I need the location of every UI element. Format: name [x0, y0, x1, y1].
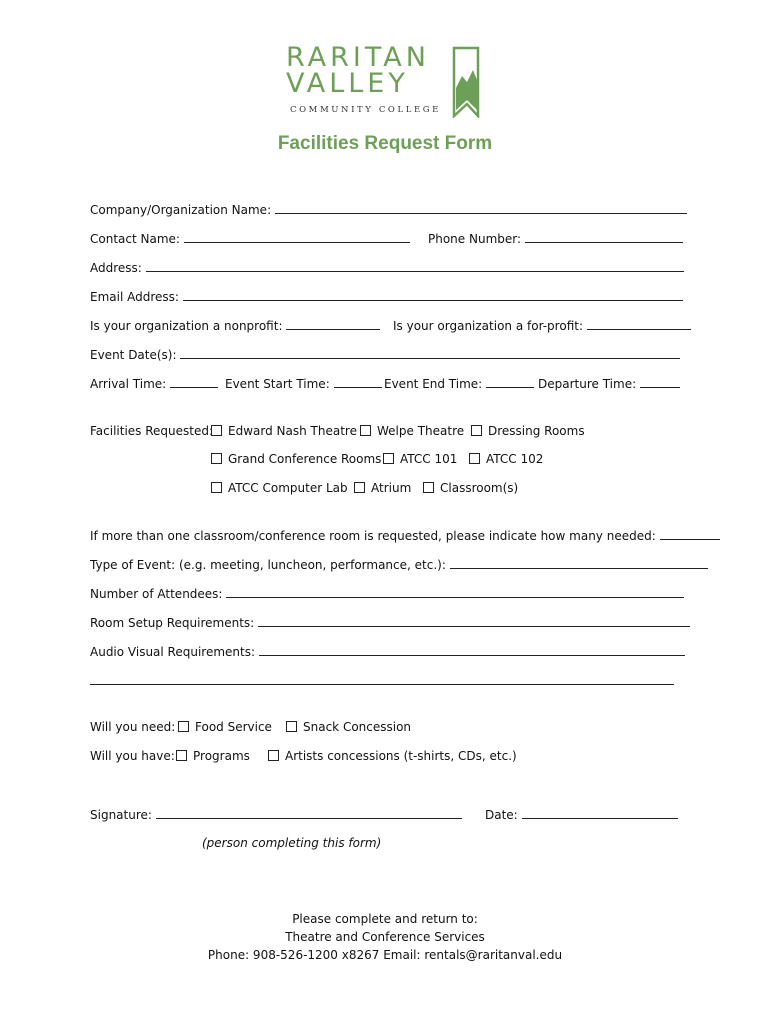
event-start-field[interactable] — [334, 375, 382, 388]
facility-label: Grand Conference Rooms — [228, 452, 382, 466]
event-end-field[interactable] — [486, 375, 534, 388]
facility-label: ATCC Computer Lab — [228, 481, 348, 495]
nonprofit-label: Is your organization a nonprofit: — [90, 319, 283, 333]
checkbox-icon[interactable] — [211, 482, 222, 493]
facility-label: Atrium — [371, 481, 412, 495]
logo-text-raritan: RARITAN — [286, 42, 430, 73]
room-setup-row — [90, 614, 690, 631]
facility-option-grand-conference[interactable] — [211, 451, 381, 467]
event-type-field[interactable] — [450, 556, 708, 569]
logo-text-valley: VALLEY — [286, 68, 409, 99]
need-option-label: Snack Concession — [303, 720, 412, 734]
av-label: Audio Visual Requirements: — [90, 645, 256, 659]
college-logo — [286, 44, 486, 120]
checkbox-icon[interactable] — [211, 453, 222, 464]
have-option-label: Programs — [193, 749, 250, 763]
signature-label: Signature: — [90, 808, 152, 822]
facility-label: ATCC 102 — [486, 452, 544, 466]
event-type-row — [90, 556, 708, 573]
attendees-label: Number of Attendees: — [90, 587, 223, 601]
logo-emblem-icon — [452, 46, 482, 118]
event-end-row — [384, 375, 534, 392]
forprofit-label: Is your organization a for-profit: — [393, 319, 583, 333]
facility-option-atrium[interactable] — [354, 480, 411, 496]
need-label: Will you need: — [90, 720, 176, 734]
contact-row — [90, 230, 410, 247]
room-setup-label: Room Setup Requirements: — [90, 616, 255, 630]
phone-row — [428, 230, 683, 247]
av-extra-field[interactable] — [90, 672, 674, 685]
date-label: Date: — [485, 808, 518, 822]
facility-option-computer-lab[interactable] — [211, 480, 348, 496]
have-option-programs[interactable] — [176, 748, 250, 764]
event-dates-field[interactable] — [180, 346, 680, 359]
checkbox-icon[interactable] — [178, 721, 189, 732]
departure-field[interactable] — [640, 375, 680, 388]
company-label: Company/Organization Name: — [90, 203, 272, 217]
company-row — [90, 201, 687, 218]
attendees-row — [90, 585, 684, 602]
room-setup-field[interactable] — [258, 614, 690, 627]
phone-field[interactable] — [525, 230, 683, 243]
event-type-label: Type of Event: (e.g. meeting, luncheon, performance, etc.): — [90, 558, 446, 572]
facility-option-dressing-rooms[interactable] — [471, 423, 585, 439]
need-option-food-service[interactable] — [178, 719, 272, 735]
address-field[interactable] — [146, 259, 684, 272]
checkbox-icon[interactable] — [383, 453, 394, 464]
address-row — [90, 259, 684, 276]
facility-option-atcc-101[interactable] — [383, 451, 457, 467]
signature-note: (person completing this form) — [202, 836, 382, 850]
attendees-field[interactable] — [226, 585, 684, 598]
checkbox-icon[interactable] — [360, 425, 371, 436]
facility-label: Classroom(s) — [440, 481, 519, 495]
date-row — [485, 806, 678, 823]
forprofit-field[interactable] — [587, 317, 691, 330]
facility-option-atcc-102[interactable] — [469, 451, 543, 467]
av-extra-row — [90, 672, 674, 689]
departure-label: Departure Time: — [538, 377, 637, 391]
checkbox-icon[interactable] — [471, 425, 482, 436]
checkbox-icon[interactable] — [423, 482, 434, 493]
rooms-count-row — [90, 527, 720, 544]
form-title: Facilities Request Form — [277, 133, 493, 154]
event-start-label: Event Start Time: — [225, 377, 330, 391]
event-dates-label: Event Date(s): — [90, 348, 177, 362]
rooms-count-label: If more than one classroom/conference room is requested, please indicate how many needed: — [90, 529, 656, 543]
checkbox-icon[interactable] — [211, 425, 222, 436]
footer-return-instruction: Please complete and return to: — [292, 912, 478, 926]
facility-option-classrooms[interactable] — [423, 480, 518, 496]
email-row — [90, 288, 683, 305]
have-label: Will you have: — [90, 749, 175, 763]
facility-option-welpe-theatre[interactable] — [360, 423, 464, 439]
signature-field[interactable] — [156, 806, 462, 819]
phone-label: Phone Number: — [428, 232, 522, 246]
checkbox-icon[interactable] — [268, 750, 279, 761]
nonprofit-field[interactable] — [286, 317, 380, 330]
facility-label: Welpe Theatre — [377, 424, 465, 438]
av-row — [90, 643, 685, 660]
footer-department: Theatre and Conference Services — [285, 930, 485, 944]
arrival-label: Arrival Time: — [90, 377, 167, 391]
checkbox-icon[interactable] — [354, 482, 365, 493]
need-option-snack-concession[interactable] — [286, 719, 411, 735]
facility-label: Edward Nash Theatre — [228, 424, 357, 438]
checkbox-icon[interactable] — [469, 453, 480, 464]
signature-row — [90, 806, 462, 823]
rooms-count-field[interactable] — [660, 527, 720, 540]
forprofit-row — [393, 317, 691, 334]
checkbox-icon[interactable] — [176, 750, 187, 761]
have-option-artists-concessions[interactable] — [268, 748, 517, 764]
footer-contact: Phone: 908-526-1200 x8267 Email: rentals@raritanval.edu — [207, 948, 563, 962]
facilities-label: Facilities Requested: — [90, 424, 214, 438]
facility-label: ATCC 101 — [400, 452, 458, 466]
av-field[interactable] — [259, 643, 685, 656]
date-field[interactable] — [522, 806, 678, 819]
facility-label: Dressing Rooms — [488, 424, 585, 438]
event-end-label: Event End Time: — [384, 377, 483, 391]
event-start-row — [225, 375, 382, 392]
checkbox-icon[interactable] — [286, 721, 297, 732]
email-field[interactable] — [183, 288, 683, 301]
email-label: Email Address: — [90, 290, 179, 304]
need-option-label: Food Service — [195, 720, 272, 734]
have-option-label: Artists concessions (t-shirts, CDs, etc.) — [285, 749, 517, 763]
event-dates-row — [90, 346, 680, 363]
address-label: Address: — [90, 261, 142, 275]
logo-subtitle: COMMUNITY COLLEGE — [290, 105, 441, 115]
company-field[interactable] — [275, 201, 687, 214]
arrival-row — [90, 375, 218, 392]
facility-option-nash-theatre[interactable] — [211, 423, 357, 439]
departure-row — [538, 375, 680, 392]
arrival-field[interactable] — [170, 375, 218, 388]
contact-field[interactable] — [184, 230, 410, 243]
nonprofit-row — [90, 317, 380, 334]
contact-label: Contact Name: — [90, 232, 180, 246]
